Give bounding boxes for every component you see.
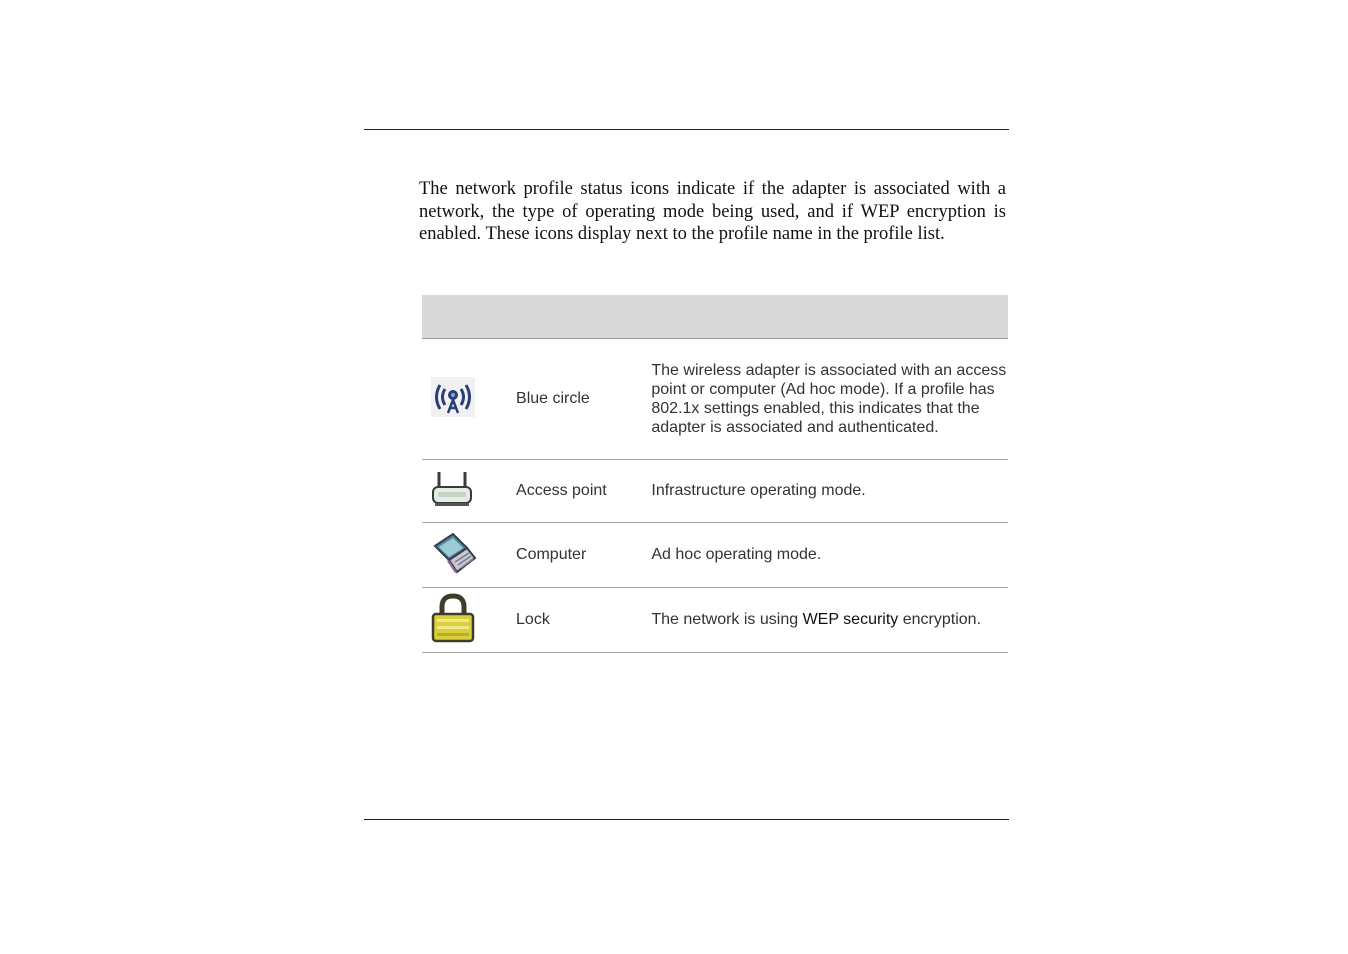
status-name: Lock	[516, 588, 651, 653]
bottom-rule	[364, 819, 1009, 820]
table-row	[422, 339, 1008, 460]
wireless-signal-icon	[431, 377, 516, 422]
table-row	[422, 460, 1008, 523]
status-description: Ad hoc operating mode.	[651, 523, 1008, 588]
padlock-icon	[431, 593, 516, 648]
status-description: Infrastructure operating mode.	[651, 460, 1008, 523]
table-row	[422, 523, 1008, 588]
header-icon-cell	[422, 295, 516, 339]
status-name: Computer	[516, 523, 651, 588]
wep-security-term: WEP security	[802, 611, 899, 629]
table-row	[422, 588, 1008, 653]
top-rule	[364, 129, 1009, 130]
intro-paragraph: The network profile status icons indicate if the adapter is associated with a network, the type of operating mode being used, and if WEP encryption is enabled. These icons display next to the profile name in the profile list.	[419, 179, 1006, 244]
header-description-cell	[651, 295, 1008, 339]
header-name-cell	[516, 295, 651, 339]
access-point-icon	[431, 470, 516, 513]
laptop-computer-icon	[431, 532, 516, 579]
table-header-row	[422, 295, 1008, 339]
status-description: The wireless adapter is associated with an access point or computer (Ad hoc mode). If a profile has 802.1x settings enabled, this indicates that the adapter is associated and authenticated.	[651, 339, 1008, 460]
status-description: The network is using WEP security encryption.	[651, 588, 1008, 653]
profile-status-icons-table	[422, 295, 1008, 653]
status-name: Access point	[516, 460, 651, 523]
status-name: Blue circle	[516, 339, 651, 460]
